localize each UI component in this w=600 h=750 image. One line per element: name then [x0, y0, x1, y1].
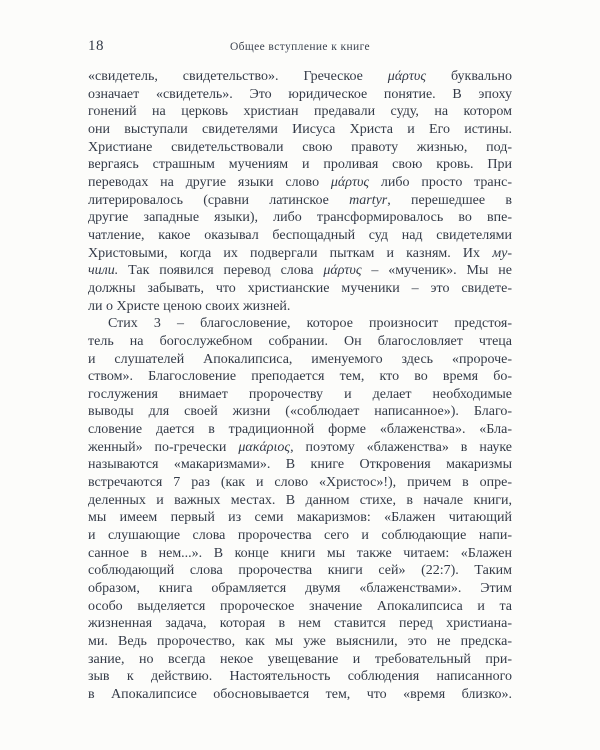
text-line: другие западные языки), либо трансформировалось во впе- [88, 210, 512, 226]
text-line: означает «свидетель». Это юридическое понятие. В эпоху [88, 86, 512, 102]
text-line: тель на богослужебном собрании. Он благословляет чтеца [88, 333, 512, 349]
text-body [88, 68, 512, 704]
text-line: гослужения внимает пророчеству и делает необходимые [88, 386, 512, 402]
text-line: жизненная задача, которая в нем ставится перед христиана- [88, 616, 512, 632]
text-line: они выступали свидетелями Иисуса Христа и Его истины. [88, 121, 512, 137]
text-line: санное в нем...». В конце книги мы также читаем: «Блажен [88, 545, 512, 561]
text-line: «свидетель, свидетельство». Греческое μάρτυς буквально [88, 69, 512, 84]
text-line: называются «макаризмами». В книге Откровения макаризмы [88, 457, 512, 473]
paragraph [88, 315, 512, 703]
running-title: Общее вступление к книге [229, 41, 371, 53]
text-line: зыв к действию. Настоятельность соблюдения написанного [88, 669, 512, 685]
text-line: ством». Благословение преподается тем, кто во время бо- [88, 369, 512, 385]
text-line: переводах на другие языки слово μάρτυς либо просто транс- [88, 174, 512, 190]
text-line: образом, книга обрамляется двумя «блаженствами». Этим [88, 581, 512, 597]
text-line: ли о Христе ценою своих жизней. [88, 298, 291, 314]
text-line: выводы для своей жизни («соблюдает написанное»). Благо- [88, 404, 512, 420]
text-line: ми. Ведь пророчество, как мы уже выяснили, это не предска- [88, 634, 512, 649]
text-line: и слушающие слова пророчества сего и соблюдающие напи- [88, 528, 512, 544]
text-line: в Апокалипсисе обосновывается тем, что «время близко». [88, 686, 512, 702]
text-line: Стих 3 – благословение, которое произносит предстоя- [108, 316, 512, 332]
text-line: должны забывать, что христианские мученики – это свидете- [88, 280, 512, 296]
text-line: словение дается в традиционной форме «блаженства». «Бла- [88, 422, 512, 438]
text-line: деленных и важных местах. В данном стихе, в начале книги, [88, 492, 512, 508]
text-line: особо выделяется пророческое значение Апокалипсиса и та [88, 598, 512, 614]
running-header [88, 38, 512, 57]
text-line: встречаются 7 раз (как и слово «Христос»!), причем в опре- [88, 475, 512, 491]
text-line: женный» по-гречески μακάριος, поэтому «блаженства» в науке [88, 439, 512, 455]
page-number: 18 [88, 38, 104, 54]
text-line: вергаясь страшным мучениям и проливая свою кровь. При [88, 157, 512, 173]
text-line: чили. Так появился перевод слова μάρτυς – «мученик». Мы не [88, 263, 512, 279]
text-line: Христиане свидетельствовали свою правоту жизнью, под- [88, 139, 512, 155]
text-line: соблюдающий слова пророчества книги сей» (22:7). Таким [88, 563, 512, 579]
text-line: гонений на церковь христиан предавали суду, на котором [88, 104, 512, 120]
paragraph [88, 68, 512, 315]
text-line: Христовыми, когда их подвергали пыткам и казням. Их му- [88, 245, 512, 261]
text-line: чатление, какое оказывал беспощадный суд над свидетелями [88, 227, 512, 243]
text-line: литерировалось (сравни латинское martyr, перешедшее в [88, 192, 512, 208]
text-line: зание, но всегда некое увещевание и требовательный при- [88, 651, 512, 667]
text-line: и слушателей Апокалипсиса, именуемого здесь «пророче- [88, 351, 512, 367]
text-line: мы имеем первый из семи макаризмов: «Блажен читающий [88, 510, 512, 526]
